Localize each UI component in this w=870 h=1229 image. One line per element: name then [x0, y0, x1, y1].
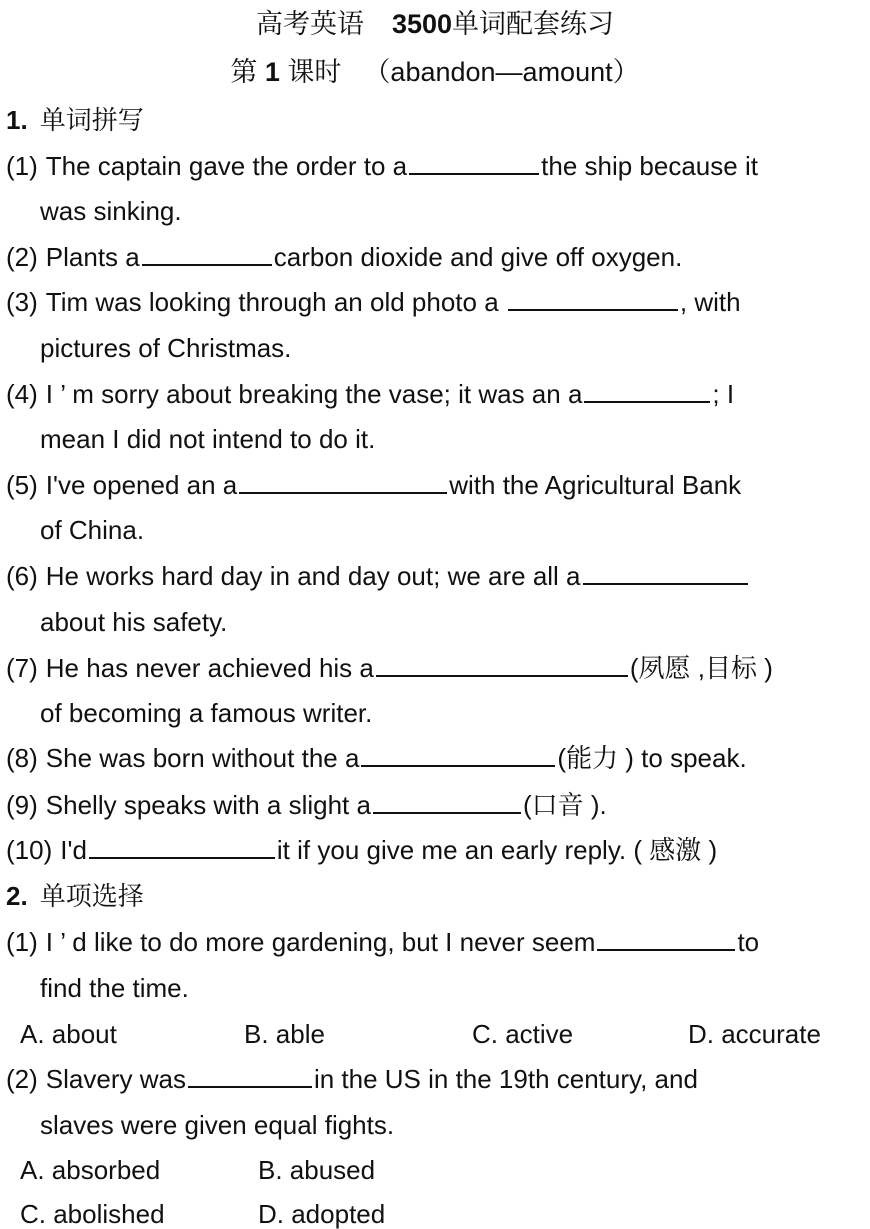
question-2-1 — [6, 924, 759, 960]
question-1-6 — [6, 558, 750, 594]
option-b[interactable]: B. abused — [258, 1155, 376, 1185]
answer-blank[interactable] — [583, 561, 748, 585]
question-1-1 — [6, 148, 758, 184]
question-text: I'd — [60, 835, 87, 865]
answer-blank[interactable] — [239, 470, 447, 494]
answer-blank[interactable] — [376, 653, 628, 677]
question-text: The captain gave the order to a — [45, 151, 408, 181]
question-1-7 — [6, 650, 773, 686]
question-text: carbon dioxide and give off oxygen. — [273, 242, 683, 272]
question-1-3-continued: pictures of Christmas. — [40, 333, 292, 363]
lesson-range: （abandon—amount） — [363, 57, 640, 87]
question-text: Shelly speaks with a slight a — [45, 790, 371, 820]
answer-blank[interactable] — [409, 151, 539, 175]
section-2-number: 2. — [6, 881, 28, 911]
option-c[interactable]: C. abolished — [20, 1199, 165, 1229]
question-text: He has never achieved his a — [45, 653, 374, 683]
question-text: to — [737, 927, 760, 957]
answer-blank[interactable] — [373, 790, 521, 814]
option-a[interactable]: A. about — [20, 1019, 117, 1049]
question-number: (3) — [6, 287, 38, 317]
question-number: (1) — [6, 927, 38, 957]
answer-blank[interactable] — [89, 835, 275, 859]
question-2-2-continued: slaves were given equal fights. — [40, 1110, 395, 1140]
question-number: (2) — [6, 242, 38, 272]
question-text: Tim was looking through an old photo a — [45, 287, 499, 317]
question-text: Plants a — [45, 242, 140, 272]
lesson-number: 1 — [264, 57, 280, 87]
question-1-4 — [6, 376, 734, 412]
question-2-1-options — [0, 1016, 870, 1052]
answer-blank[interactable] — [188, 1064, 312, 1088]
question-number: (1) — [6, 151, 38, 181]
question-1-2 — [6, 239, 682, 275]
question-text: I ’ m sorry about breaking the vase; it was an a — [45, 379, 583, 409]
option-d[interactable]: D. accurate — [688, 1019, 821, 1049]
lesson-subtitle — [0, 54, 870, 90]
section-1-number: 1. — [6, 105, 28, 135]
question-text: I ’ d like to do more gardening, but I never seem — [45, 927, 596, 957]
answer-blank[interactable] — [584, 379, 710, 403]
section-2-heading — [6, 878, 144, 914]
question-2-2-options-row-2 — [0, 1196, 870, 1229]
question-1-8 — [6, 740, 747, 776]
question-number: (2) — [6, 1064, 38, 1094]
question-hint: (口音 ). — [522, 790, 607, 820]
question-hint: (夙愿 ,目标 ) — [629, 653, 773, 683]
question-text: , with — [679, 287, 741, 317]
question-1-1-continued: was sinking. — [40, 196, 182, 226]
question-1-3 — [6, 284, 741, 320]
question-number: (6) — [6, 561, 38, 591]
question-1-9 — [6, 787, 607, 823]
title-suffix: 单词配套练习 — [452, 9, 615, 39]
question-text: I've opened an a — [45, 470, 238, 500]
question-hint: it if you give me an early reply. ( 感激 ) — [276, 835, 718, 865]
question-text: She was born without the a — [45, 743, 360, 773]
section-1-title: 单词拼写 — [39, 105, 144, 135]
answer-blank[interactable] — [597, 927, 735, 951]
title-prefix: 高考英语 — [255, 9, 364, 39]
question-text: He works hard day in and day out; we are all a — [45, 561, 581, 591]
option-c[interactable]: C. active — [472, 1019, 574, 1049]
option-a[interactable]: A. absorbed — [20, 1155, 161, 1185]
question-1-4-continued: mean I did not intend to do it. — [40, 424, 376, 454]
answer-blank[interactable] — [361, 743, 555, 767]
question-number: (4) — [6, 379, 38, 409]
question-text: in the US in the 19th century, and — [313, 1064, 698, 1094]
question-2-1-continued: find the time. — [40, 973, 189, 1003]
question-1-5-continued: of China. — [40, 515, 145, 545]
question-1-5 — [6, 467, 741, 503]
section-2-title: 单项选择 — [39, 881, 144, 911]
question-number: (7) — [6, 653, 38, 683]
option-b[interactable]: B. able — [244, 1019, 325, 1049]
page-title — [0, 6, 870, 42]
question-number: (9) — [6, 790, 38, 820]
question-1-6-continued: about his safety. — [40, 607, 228, 637]
question-text: Slavery was — [45, 1064, 186, 1094]
question-1-7-continued: of becoming a famous writer. — [40, 698, 373, 728]
question-text: ; I — [712, 379, 735, 409]
option-d[interactable]: D. adopted — [258, 1199, 386, 1229]
question-number: (5) — [6, 470, 38, 500]
question-text: with the Agricultural Bank — [449, 470, 742, 500]
section-1-heading — [6, 102, 144, 138]
question-1-10 — [6, 832, 717, 868]
title-number: 3500 — [391, 9, 453, 39]
question-hint: (能力 ) to speak. — [557, 743, 747, 773]
question-number: (8) — [6, 743, 38, 773]
question-text: the ship because it — [541, 151, 758, 181]
question-number: (10) — [6, 835, 53, 865]
question-2-2-options-row-1 — [0, 1152, 870, 1188]
answer-blank[interactable] — [508, 287, 678, 311]
lesson-suffix: 课时 — [287, 57, 342, 87]
question-2-2 — [6, 1061, 698, 1097]
lesson-prefix: 第 — [230, 57, 258, 87]
answer-blank[interactable] — [142, 242, 272, 266]
